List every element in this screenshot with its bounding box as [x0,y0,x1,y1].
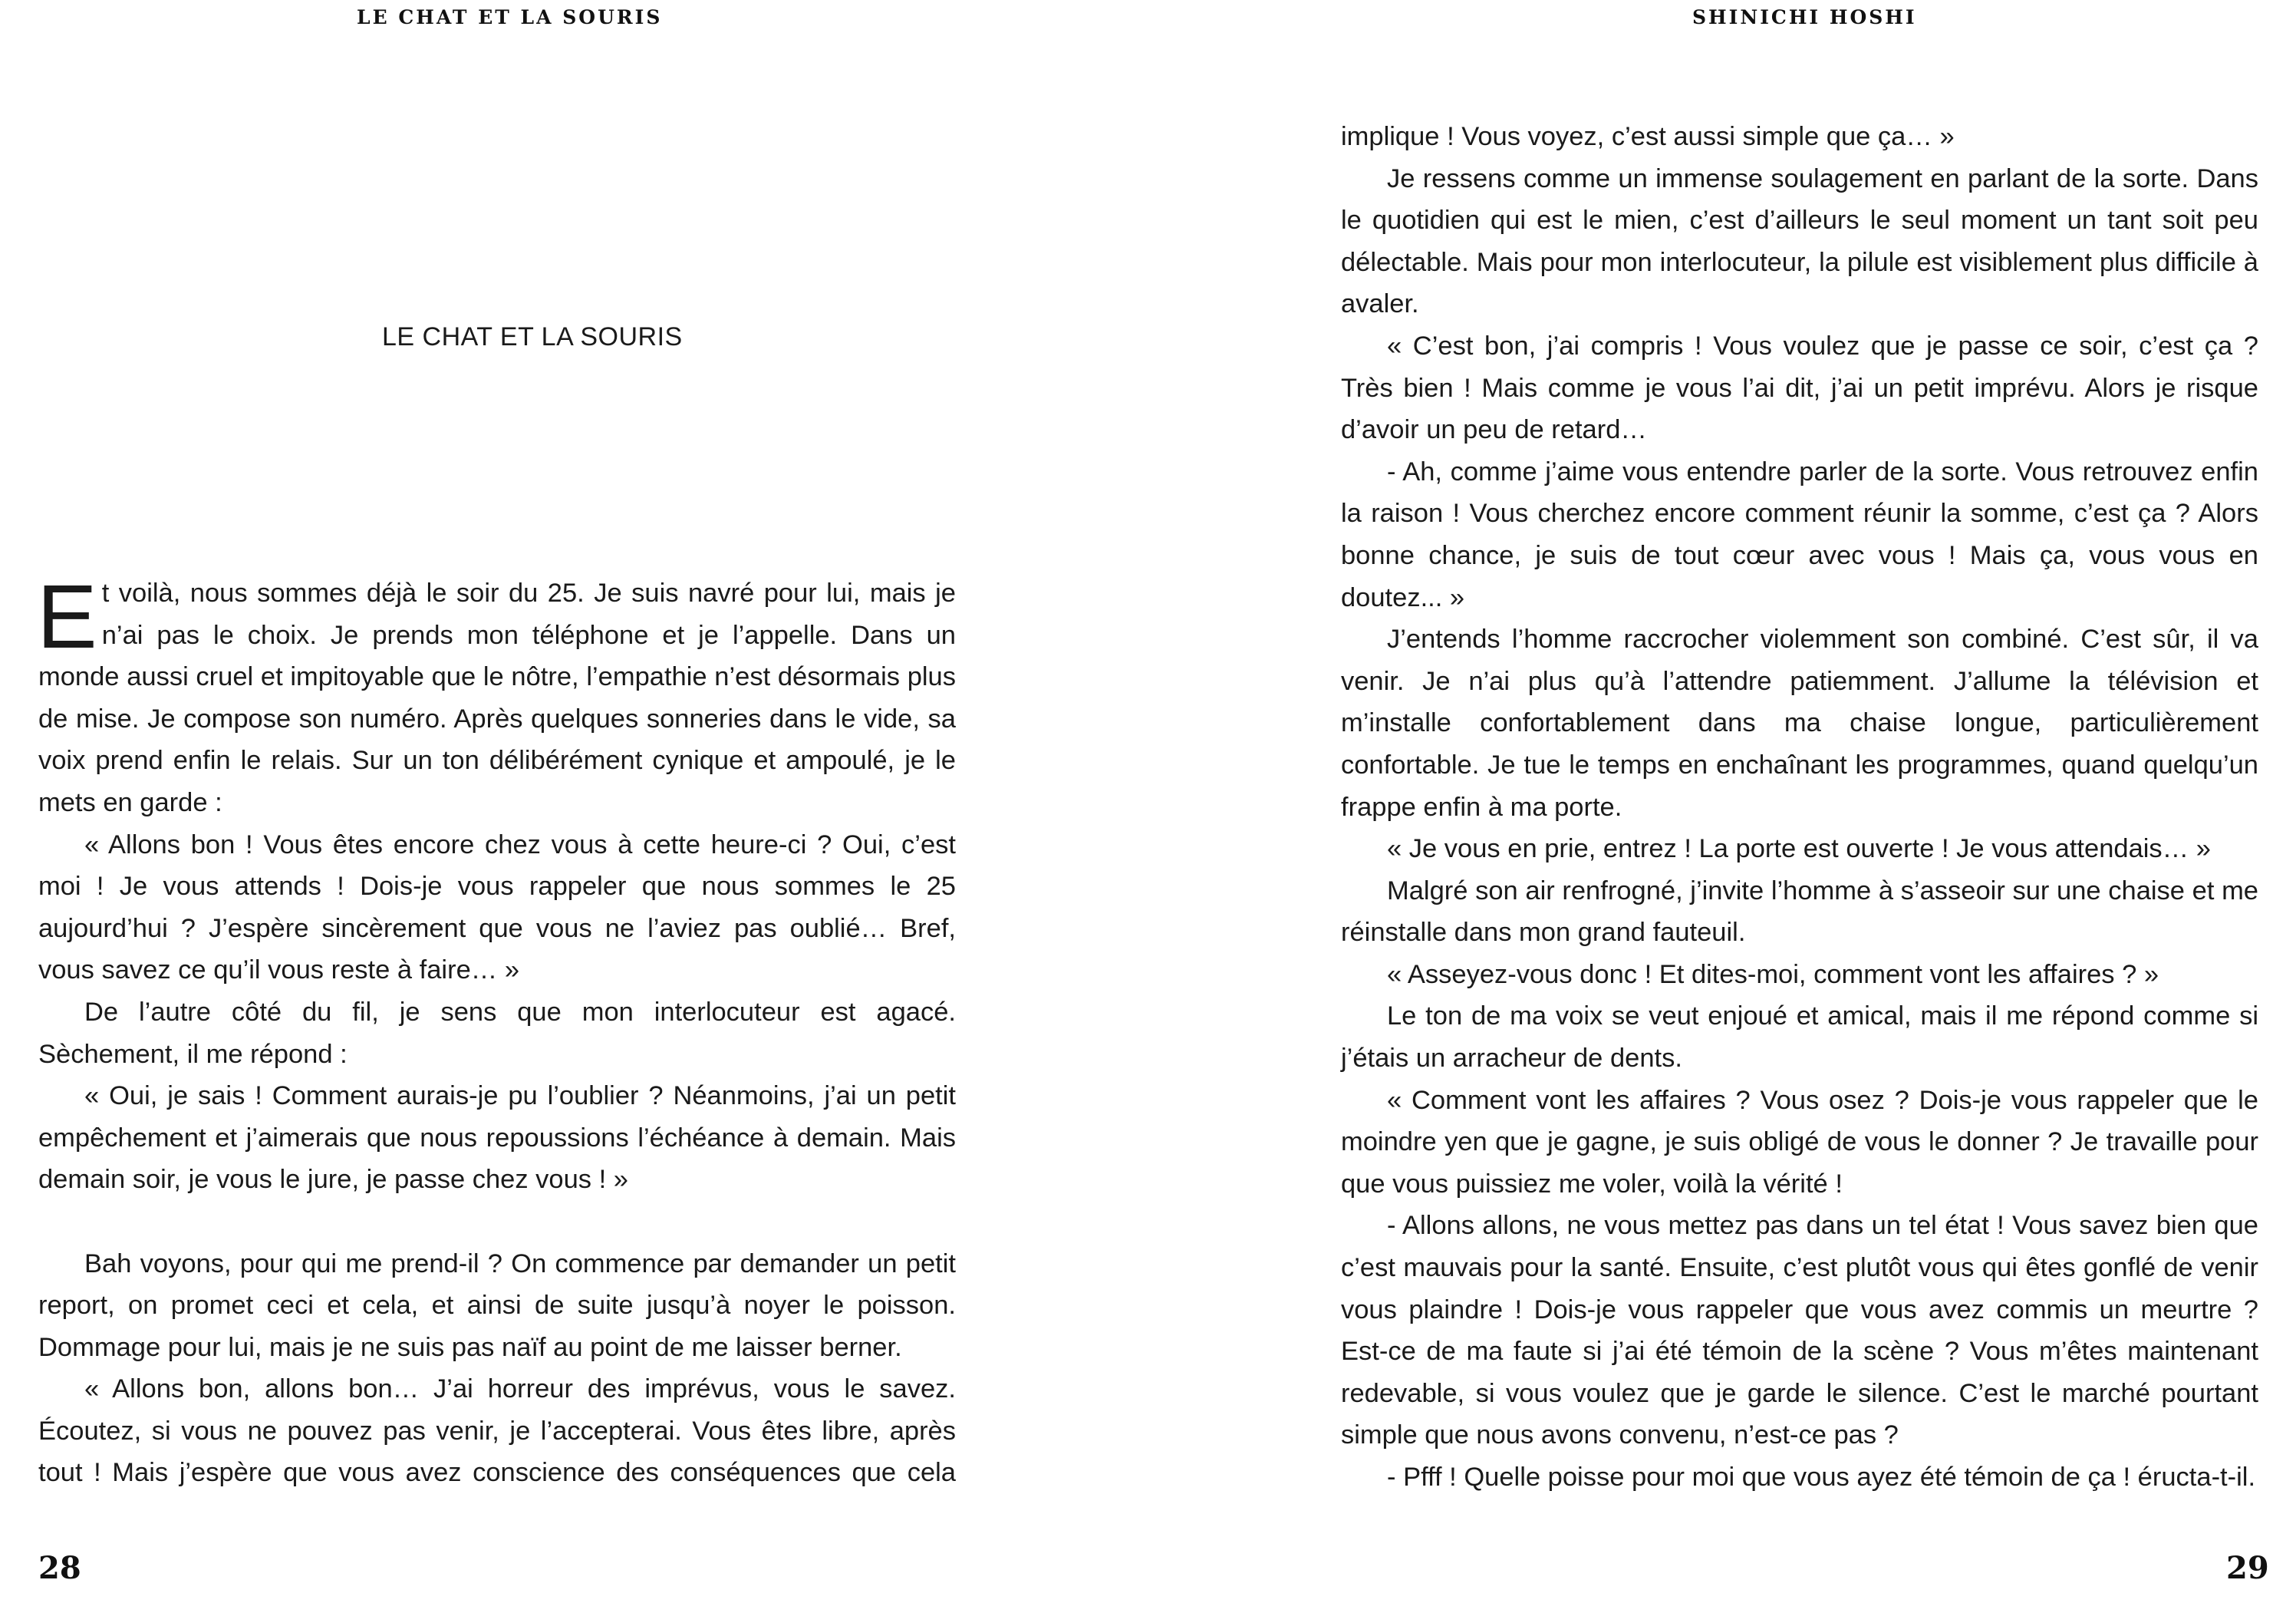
drop-cap: E [37,566,97,668]
paragraph: implique ! Vous voyez, c’est aussi simple que ça… » [1341,122,1955,151]
running-head-left: LE CHAT ET LA SOURIS [357,6,663,28]
right-page-text [1341,116,2258,1499]
page-number-left: 28 [38,1550,81,1586]
paragraph: Le ton de ma voix se veut enjoué et amical, mais il me répond comme si j’étais un arracheur de dents. [1341,1001,2258,1074]
paragraph [37,566,956,824]
paragraph: De l’autre côté du fil, je sens que mon interlocuteur est agacé. Sèchement, il me répond : [38,997,956,1069]
paragraph: - Allons allons, ne vous mettez pas dans un tel état ! Vous savez bien que c’est mauvais pour la santé. Ensuite, c’est plutôt vous qui êtes gonflé de venir vous plaindre ! Dois-je vous rappeler que vous avez commis un meurtre ? Est-ce de ma faute si j’ai été témoin de la scène ? Vous m’êtes maintenant redevable, si vous voulez que je garde le silence. C’est le marché pourtant simple que nous avons convenu, n’est-ce pas ? [1341,1211,2258,1450]
paragraph: - Ah, comme j’aime vous entendre parler de la sorte. Vous retrouvez enfin la raison ! Vous cherchez encore comment réunir la somme, c’est ça ? Alors bonne chance, je suis de tout cœur avec vous ! Mais ça, vous vous en doutez... » [1341,457,2258,612]
paragraph: « Asseyez-vous donc ! Et dites-moi, comment vont les affaires ? » [1387,959,2159,989]
paragraph: « Allons bon, allons bon… J’ai horreur des imprévus, vous le savez. Écoutez, si vous ne pouvez pas venir, je l’accepterai. Vous êtes libre, après tout ! Mais j’espère que vous avez conscience des conséquences que cela [38,1374,956,1488]
paragraph: J’entends l’homme raccrocher violemment son combiné. C’est sûr, il va venir. Je n’ai plus qu’à l’attendre patiemment. J’allume la télévision et m’installe confortablement dans ma chaise longue, particulièrement confortable. Je tue le temps en enchaînant les programmes, quand quelqu’un frappe enfin à ma porte. [1341,625,2258,822]
paragraph: Malgré son air renfrogné, j’invite l’homme à s’asseoir sur une chaise et me réinstalle dans mon grand fauteuil. [1341,876,2258,948]
paragraph: « Je vous en prie, entrez ! La porte est ouverte ! Je vous attendais… » [1387,834,2211,864]
chapter-title: LE CHAT ET LA SOURIS [382,322,683,351]
paragraph: « Oui, je sais ! Comment aurais-je pu l’oublier ? Néanmoins, j’ai un petit empêchement et j’aimerais que nous repoussions l’échéance à demain. Mais demain soir, je vous le jure, je passe chez vous ! » [38,1081,956,1195]
page-number-right: 29 [2226,1550,2269,1586]
paragraph: « Allons bon ! Vous êtes encore chez vous à cette heure-ci ? Oui, c’est moi ! Je vous attends ! Dois-je vous rappeler que nous sommes le 25 aujourd’hui ? J’espère sincèrement que vous ne l’aviez pas oublié… Bref, vous savez ce qu’il vous reste à faire… » [38,830,956,985]
paragraph: Je ressens comme un immense soulagement en parlant de la sorte. Dans le quotidien qui est le mien, c’est d’ailleurs le seul moment un tant soit peu délectable. Mais pour mon interlocuteur, la pilule est visiblement plus difficile à avaler. [1341,163,2258,319]
left-page-text [37,566,956,1494]
running-head-right: SHINICHI HOSHI [1692,6,1917,28]
paragraph-text: t voilà, nous sommes déjà le soir du 25. Je suis navré pour lui, mais je n’ai pas le choix. Je prends mon téléphone et je l’appelle. Dans un monde aussi cruel et impitoyable que le nôtre, l’empathie n’est désormais plus de mise. Je compose son numéro. Après quelques sonneries dans le vide, sa voix prend enfin le relais. Sur un ton délibérément cynique et ampoulé, je le mets en garde : [38,579,956,817]
paragraph: « Comment vont les affaires ? Vous osez ? Dois-je vous rappeler que le moindre yen que je gagne, je suis obligé de vous le donner ? Je travaille pour que vous puissiez me voler, voilà la vérité ! [1341,1085,2258,1199]
paragraph: « C’est bon, j’ai compris ! Vous voulez que je passe ce soir, c’est ça ? Très bien ! Mais comme je vous l’ai dit, j’ai un petit imprévu. Alors je risque d’avoir un peu de retard… [1341,331,2258,445]
right-page [1148,0,2296,1603]
paragraph: - Pfff ! Quelle poisse pour moi que vous ayez été témoin de ça ! éructa-t-il. [1387,1463,2256,1492]
paragraph: Bah voyons, pour qui me prend-il ? On commence par demander un petit report, on promet ceci et cela, et ainsi de suite jusqu’à noyer le poisson. Dommage pour lui, mais je ne suis pas naïf au point de me laisser berner. [38,1248,956,1362]
